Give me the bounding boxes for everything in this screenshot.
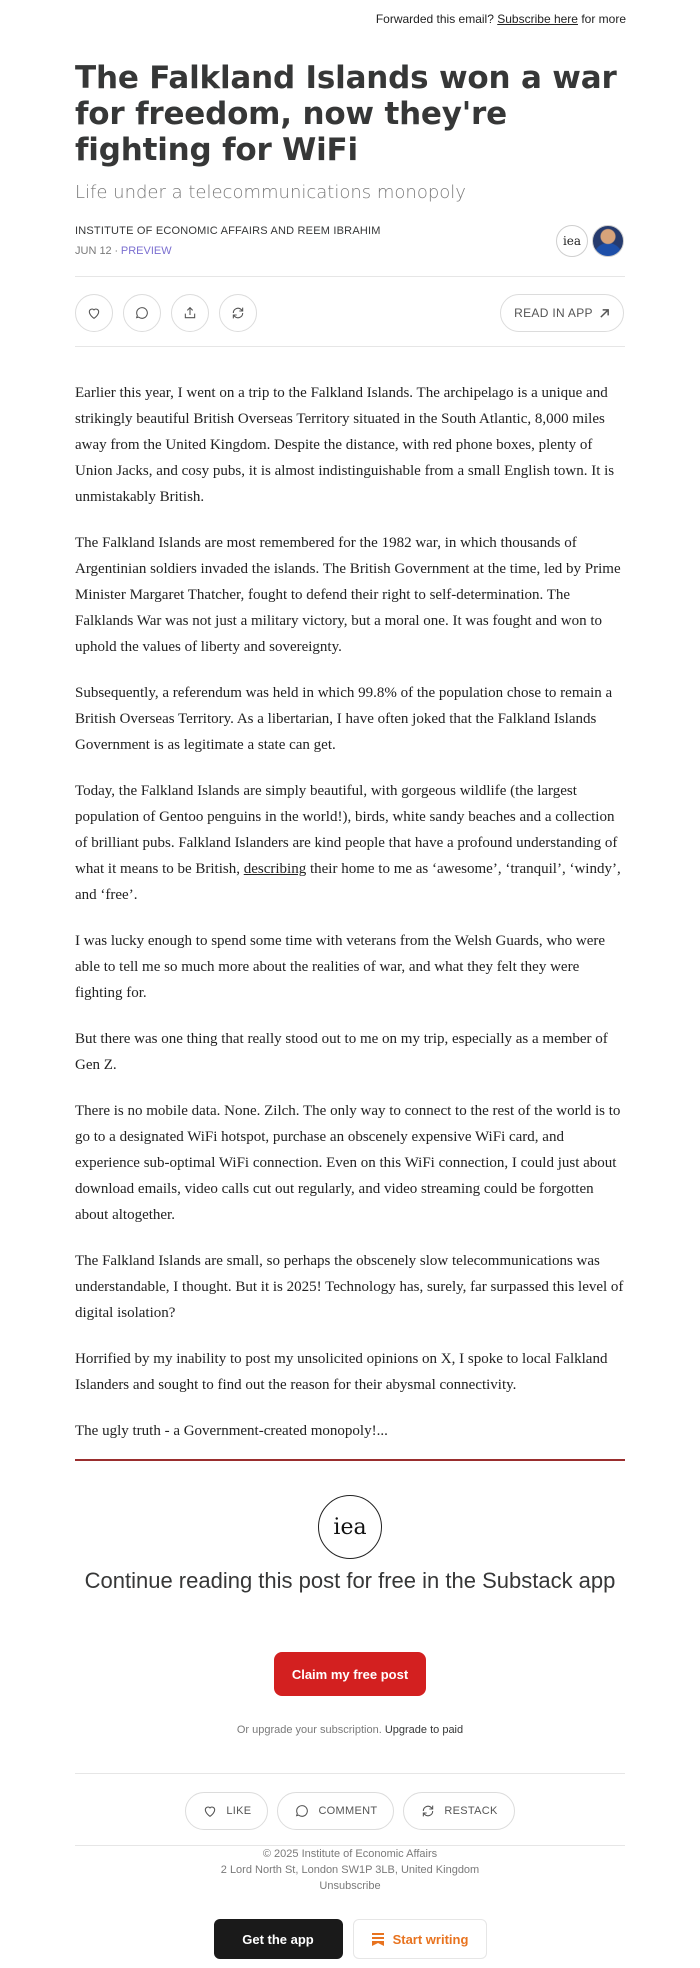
like-pill-button[interactable] [185,1792,268,1830]
publication-avatar[interactable]: iea [556,225,588,257]
substack-logo-icon [371,1932,385,1946]
read-in-app-button[interactable] [500,294,624,332]
post-meta [75,245,172,257]
heart-icon [202,1803,218,1819]
forwarded-text: Forwarded this email? [375,12,494,26]
post-body [75,380,630,1464]
divider [75,346,625,347]
heart-icon [86,305,102,321]
upgrade-to-paid-link[interactable]: Upgrade to paid [384,1724,464,1736]
read-in-app-label: READ IN APP [514,306,593,320]
paragraph: There is no mobile data. None. Zilch. The only way to connect to the rest of the world is to go to a designated WiFi hotspot, purchase an obscenely expensive WiFi card, and experience sub-optimal WiFi connection. Even on this WiFi connection, I could just about download emails, video calls cut out regularly, and video streaming could be forgotten about altogether. [75,1103,621,1223]
post-date: JUN 12 [75,245,112,257]
arrow-up-right-icon [599,308,610,319]
get-the-app-button[interactable]: Get the app [214,1919,343,1959]
forwarded-suffix: for more [581,12,626,26]
paragraph: But there was one thing that really stood out to me on my trip, especially as a member of Gen Z. [75,1031,608,1073]
paragraph: Horrified by my inability to post my unsolicited opinions on X, I spoke to local Falkland Islanders and sought to find out the reason for their abysmal connectivity. [75,1351,608,1393]
author-avatars [556,225,624,257]
comment-label: COMMENT [318,1805,378,1817]
meta-separator: ∙ [114,245,118,257]
restack-icon [230,305,246,321]
upgrade-line [75,1724,625,1736]
paragraph-text: Today, the Falkland Islands are simply beautiful, with gorgeous wildlife (the largest population of Gentoo penguins in the world!), birds, white sandy beaches and a collection of brilliant pubs. Falkland Islanders are kind people that have a profound understanding of what it means to be British, [75,783,618,877]
paywall-divider [75,1459,625,1461]
post-authors[interactable]: INSTITUTE OF ECONOMIC AFFAIRS AND REEM IBRAHIM [75,225,381,237]
paragraph: I was lucky enough to spend some time with veterans from the Welsh Guards, who were able to tell me so much more about the realities of war, and what they felt they were fighting for. [75,933,606,1001]
restack-icon [420,1803,436,1819]
subscribe-link[interactable]: Subscribe here [497,12,578,26]
paragraph [75,778,630,908]
claim-free-post-button[interactable]: Claim my free post [274,1652,426,1696]
bottom-buttons [0,1919,700,1959]
paywall-heading: Continue reading this post for free in the Substack app [84,1568,616,1593]
paragraph: The ugly truth - a Government-created monopoly!... [75,1423,388,1439]
copyright: © 2025 Institute of Economic Affairs [262,1848,438,1860]
share-button[interactable] [171,294,209,332]
comment-button[interactable] [123,294,161,332]
paragraph: The Falkland Islands are most remembered for the 1982 war, in which thousands of Argentinian soldiers invaded the islands. The British Government at the time, led by Prime Minister Margaret Thatcher, fought to defend their right to self-determination. The Falklands War was not just a military victory, but a moral one. It was fought and won to uphold the values of liberty and sovereignty. [75,535,621,655]
restack-pill-button[interactable] [403,1792,514,1830]
divider [75,1773,625,1774]
paragraph: Subsequently, a referendum was held in which 99.8% of the population chose to remain a British Overseas Territory. As a libertarian, I have often joked that the Falkland Islands Government is as legitimate a state can get. [75,685,613,753]
share-icon [182,305,198,321]
describing-link[interactable]: describing [243,861,307,877]
footer [75,1846,625,1894]
start-writing-button[interactable] [353,1919,487,1959]
forwarded-banner [376,12,626,26]
publication-logo: iea [318,1495,382,1559]
divider [75,276,625,277]
upgrade-text: Or upgrade your subscription. [236,1724,382,1736]
address: 2 Lord North St, London SW1P 3LB, United Kingdom [220,1864,480,1876]
author-avatar[interactable] [592,225,624,257]
engagement-bar [0,1792,700,1830]
post-title[interactable]: The Falkland Islands won a war for freedom, now they're fighting for WiFi [75,60,617,168]
paragraph-text: their home to me as ‘awesome’, ‘tranquil’, ‘windy’, and ‘free’. [75,861,621,903]
like-label: LIKE [226,1805,252,1817]
post-access-badge: PREVIEW [120,245,172,257]
paragraph: Earlier this year, I went on a trip to the Falkland Islands. The archipelago is a unique and strikingly beautiful British Overseas Territory situated in the South Atlantic, 8,000 miles away from the United Kingdom. Despite the distance, with red phone boxes, plenty of Union Jacks, and cosy pubs, it is almost indistinguishable from a small English town. It is unmistakably British. [75,385,615,505]
restack-button[interactable] [219,294,257,332]
post-actions [75,294,257,332]
start-writing-label: Start writing [392,1931,469,1947]
paragraph: The Falkland Islands are small, so perhaps the obscenely slow telecommunications was understandable, I thought. But it is 2025! Technology has, surely, far surpassed this level of digital isolation? [75,1253,624,1321]
comment-pill-button[interactable] [277,1792,394,1830]
like-button[interactable] [75,294,113,332]
post-subtitle: Life under a telecommunications monopoly [75,182,466,203]
restack-label: RESTACK [444,1805,498,1817]
unsubscribe-link[interactable]: Unsubscribe [319,1880,381,1892]
comment-icon [134,305,150,321]
comment-icon [294,1803,310,1819]
